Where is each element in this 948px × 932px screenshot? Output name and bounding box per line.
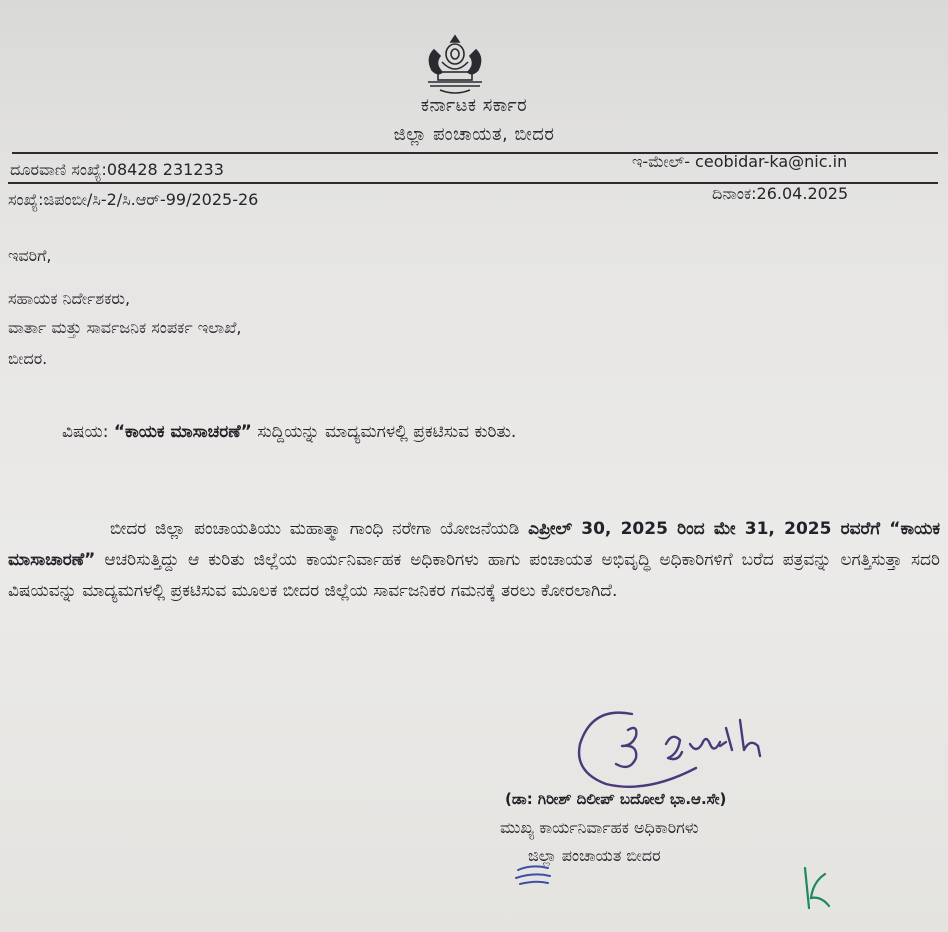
body-bold-dates: ಎಪ್ರೀಲ್ 30, 2025 ರಿಂದ ಮೇ 31, 2025 ರವರೆಗೆ “ಕಾಯಕ ಮಾಸಾಚಾರಣೆ”	[8, 519, 940, 570]
letter-body	[8, 514, 940, 607]
karnataka-emblem-icon	[420, 32, 490, 96]
green-tick-mark	[795, 862, 835, 912]
signatory-designation: ಮುಖ್ಯ ಕಾರ್ಯನಿರ್ವಾಹಕ ಅಧಿಕಾರಿಗಳು	[500, 818, 699, 837]
blue-initials-mark	[510, 860, 570, 890]
addressee-line-3: ಬೀದರ.	[8, 349, 48, 368]
addressee-line-1: ಸಹಾಯಕ ನಿರ್ದೇಶಕರು,	[8, 289, 131, 308]
handwritten-signature	[570, 700, 810, 790]
office-title: ಜಿಲ್ಲಾ ಪಂಚಾಯತ, ಬೀದರ	[393, 124, 555, 145]
body-part-2: ಆಚರಿಸುತ್ತಿದ್ದು ಆ ಕುರಿತು ಜಿಲ್ಲೆಯ ಕಾರ್ಯನಿರ್ವಾಹಕ ಅಧಿಕಾರಿಗಳು ಹಾಗು ಪಂಚಾಯತ ಅಭಿವೃದ್ಧಿ ಅಧಿಕಾರಿಗಳಿಗೆ ಬರೆದ ಪತ್ರವನ್ನು ಲಗತ್ತಿಸುತ್ತಾ ಸದರಿ ವಿಷಯವನ್ನು ಮಾದ್ಯಮಗಳಲ್ಲಿ ಪ್ರಕಟಿಸುವ ಮೂಲಕ ಬೀದರ ಜಿಲ್ಲೆಯ ಸಾರ್ವಜನಿಕರ ಗಮನಕ್ಕೆ ತರಲು ಕೋರಲಾಗಿದೆ.	[8, 550, 940, 601]
subject-prefix: ವಿಷಯ:	[62, 422, 114, 442]
signatory-name: (ಡಾ: ಗಿರೀಶ್ ದಿಲೀಪ್ ಬದೋಲೆ ಭಾ.ಆ.ಸೇ)	[505, 790, 727, 808]
subject-line	[62, 422, 516, 442]
reference-number: ಸಂಖ್ಯೆ:ಜಿಪಂಬೀ/ಸಿ-2/ಸಿ.ಆರ್-99/2025-26	[8, 190, 259, 209]
subject-rest: ಸುದ್ದಿಯನ್ನು ಮಾದ್ಯಮಗಳಲ್ಲಿ ಪ್ರಕಟಿಸುವ ಕುರಿತು.	[251, 422, 517, 442]
signatory-office: ಜಿಲ್ಲಾ ಪಂಚಾಯತ ಬೀದರ	[528, 846, 661, 865]
phone-number: ದೂರವಾಣಿ ಸಂಖ್ಯೆ:08428 231233	[10, 160, 224, 179]
government-title: ಕರ್ನಾಟಕ ಸರ್ಕಾರ	[420, 95, 528, 116]
salutation: ಇವರಿಗೆ,	[8, 246, 52, 265]
subject-title: “ಕಾಯಕ ಮಾಸಾಚರಣೆ”	[113, 422, 252, 442]
body-part-1: ಬೀದರ ಜಿಲ್ಲಾ ಪಂಚಾಯತಿಯು ಮಹಾತ್ಮಾ ಗಾಂಧಿ ನರೇಗಾ ಯೋಜನೆಯಡಿ	[110, 519, 529, 539]
letter-date: ದಿನಾಂಕ:26.04.2025	[712, 184, 849, 203]
email-address: ಇ-ಮೇಲ್- ceobidar-ka@nic.in	[632, 152, 848, 171]
addressee-line-2: ವಾರ್ತಾ ಮತ್ತು ಸಾರ್ವಜನಿಕ ಸಂಪರ್ಕ ಇಲಾಖೆ,	[8, 318, 242, 337]
